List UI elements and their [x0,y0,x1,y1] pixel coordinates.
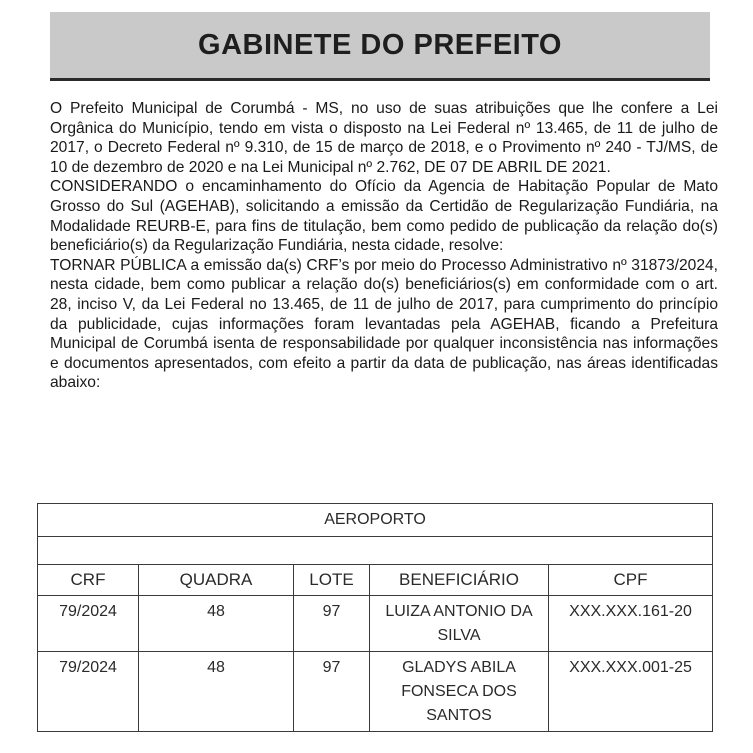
paragraph-considerando: CONSIDERANDO o encaminhamento do Ofício da Agencia de Habitação Popular de Mato Grosso do Sul (AGEHAB), solicitando a emissão da Certidão de Regularização Fundiária, na Modalidade REURB-E, para fins de titulação, bem como pedido de publicação da relação do(s) beneficiário(s) da Regularização Fundiária, nesta cidade, resolve: [50,178,718,255]
table-title: AEROPORTO [38,504,713,537]
cell-beneficiario: LUIZA ANTONIO DA SILVA [370,596,549,652]
cell-lote: 97 [294,596,370,652]
column-header-beneficiario: BENEFICIÁRIO [370,565,549,596]
table-row [38,652,713,732]
cell-beneficiario: GLADYS ABILA FONSECA DOS SANTOS [370,652,549,732]
column-header-cpf: CPF [549,565,713,596]
column-header-lote: LOTE [294,565,370,596]
table-blank-cell [38,537,713,565]
scan-gap [0,482,753,496]
beneficiaries-table [37,503,713,732]
paragraph-tornar-publica: TORNAR PÚBLICA a emissão da(s) CRF’s por meio do Processo Administrativo nº 31873/2024, nesta cidade, bem como publicar a relação do(s) beneficiários(s) em conformidade com o art. 28, inciso V, da Lei Federal no 13.465, de 11 de julho de 2017, para cumprimento do princípio da publicidade, cujas informações foram levantadas pela AGEHAB, ficando a Prefeitura Municipal de Corumbá isenta de responsabilidade por qualquer inconsistência nas informações e documentos apresentados, com efeito a partir da data de publicação, nas áreas identificadas abaixo: [50,256,718,392]
table-title-row [38,504,713,537]
cell-quadra: 48 [139,596,294,652]
column-header-crf: CRF [38,565,139,596]
table-header-row [38,565,713,596]
section-header [50,12,710,81]
cell-crf: 79/2024 [38,652,139,732]
table-blank-row [38,537,713,565]
decree-text [50,99,718,482]
cell-lote: 97 [294,652,370,732]
beneficiaries-table-container [37,503,712,732]
paragraph-preamble: O Prefeito Municipal de Corumbá - MS, no uso de suas atribuições que lhe confere a Lei Orgânica do Município, tendo em vista o disposto na Lei Federal nº 13.465, de 11 de julho de 2017, o Decreto Federal nº 9.310, de 15 de março de 2018, e o Provimento nº 240 - TJ/MS, de 10 de dezembro de 2020 e na Lei Municipal nº 2.762, DE 07 DE ABRIL DE 2021. [50,100,718,176]
cell-quadra: 48 [139,652,294,732]
column-header-quadra: QUADRA [139,565,294,596]
section-title: GABINETE DO PREFEITO [198,28,562,61]
cell-cpf: XXX.XXX.161-20 [549,596,713,652]
cell-crf: 79/2024 [38,596,139,652]
table-row [38,596,713,652]
cell-cpf: XXX.XXX.001-25 [549,652,713,732]
